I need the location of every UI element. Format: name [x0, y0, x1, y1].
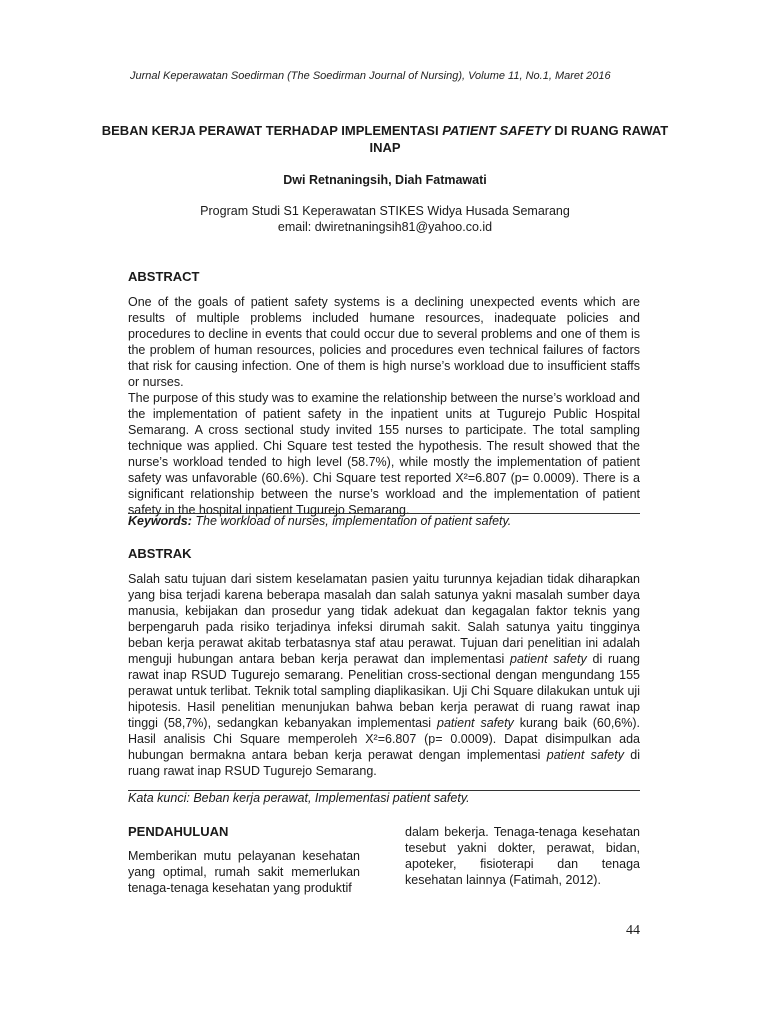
intro-left-text: Memberikan mutu pelayanan kesehatan yang optimal, rumah sakit memerlukan tenaga-tenaga kesehatan yang produktif — [128, 849, 360, 895]
intro-left-column — [128, 824, 360, 896]
affiliation-institution: Program Studi S1 Keperawatan STIKES Widya Husada Semarang — [200, 204, 570, 218]
journal-header: Jurnal Keperawatan Soedirman (The Soedirman Journal of Nursing), Volume 11, No.1, Maret 2016 — [130, 70, 611, 82]
paper-title — [100, 122, 670, 156]
affiliation — [100, 203, 670, 235]
abstrak-italic-3: patient safety — [546, 748, 624, 762]
title-part-2: DI RUANG RAWAT INAP — [369, 123, 669, 155]
affiliation-email: email: dwiretnaningsih81@yahoo.co.id — [277, 220, 493, 234]
abstrak-italic-2: patient safety — [437, 716, 514, 730]
abstrak-keywords: Kata kunci: Beban kerja perawat, Implementasi patient safety. — [128, 791, 470, 805]
title-part-1: BEBAN KERJA PERAWAT TERHADAP IMPLEMENTASI — [101, 123, 443, 138]
keywords-label: Keywords: — [128, 514, 192, 528]
abstrak-heading: ABSTRAK — [128, 546, 192, 561]
abstract-paragraph-2: The purpose of this study was to examine the relationship between the nurse’s workload and the implementation of patient safety in the inpatient units at Tugurejo Public Hospital Semarang. A cross sectional study invited 155 nurses to participate. The total sampling technique was applied. Chi Square test tested the hypothesis. The result showed that the nurse’s workload tended to high level (58.7%), while mostly the implementation of patient safety was unfavorable (60.6%). Chi Square test reported X²=6.807 (p= 0.0009). There is a significant relationship between the nurse’s workload and the implementation of patient safety in the hospital inpatient Tugurejo Semarang. — [128, 391, 640, 517]
keywords-text: The workload of nurses, implementation of patient safety. — [191, 514, 512, 528]
abstract-heading: ABSTRACT — [128, 269, 200, 284]
abstract-keywords — [128, 514, 640, 528]
abstrak-text-4: di ruang rawat inap RSUD Tugurejo Semarang. — [128, 748, 640, 778]
abstract-paragraph-1: One of the goals of patient safety systems is a declining unexpected events which are results of multiple problems included humane resources, inadequate policies and procedures to decline in events that could occur due to several problems and one of them is the problem of human resources, policies and procedures even technical failures of factors that risk for causing infection. One of them is high nurse’s workload due to insufficient staffs or nurses. — [128, 295, 640, 389]
abstrak-italic-1: patient safety — [510, 652, 587, 666]
intro-right-column — [405, 824, 640, 888]
abstrak-text-1: Salah satu tujuan dari sistem keselamatan pasien yaitu turunnya kejadian tidak diharapkan yang bisa terjadi karena beberapa masalah dan salah satunya yakni masalah sumber daya manusia, kebijakan dan prosedur yang tidak adekuat dan kegagalan faktor teknis yang berpengaruh pada risiko terjadinya infeksi dirumah sakit. Salah satunya yaitu tingginya beban kerja perawat akitab terbatasnya staf atau perawat. Tujuan dari penelitian ini adalah menguji hubungan antara beban kerja perawat dan implementasi — [128, 572, 640, 666]
title-italic: PATIENT SAFETY — [442, 123, 551, 138]
authors: Dwi Retnaningsih, Diah Fatmawati — [283, 173, 487, 187]
abstrak-body — [128, 571, 640, 779]
abstrak-text-3: kurang baik (60,6%). Hasil analisis Chi Square memperoleh X²=6.807 (p= 0.0009). Dapat disimpulkan ada hubungan bermakna antara beban kerja perawat dengan implementasi — [128, 716, 640, 762]
abstract-body — [128, 294, 640, 518]
page-number: 44 — [626, 923, 640, 938]
intro-heading: PENDAHULUAN — [128, 824, 229, 839]
abstrak-text-2: di ruang rawat inap RSUD Tugurejo semarang. Penelitian cross-sectional dengan mengundang 155 perawat untuk terlibat. Teknik total sampling diaplikasikan. Uji Chi Square dilakukan untuk uji hipotesis. Hasil penelitian menunjukan bahwa beban kerja perawat di ruang rawat inap tinggi (58,7%), sedangkan kebanyakan implementasi — [128, 652, 640, 730]
intro-right-text: dalam bekerja. Tenaga-tenaga kesehatan tesebut yakni dokter, perawat, bidan, apoteker, fisioterapi dan tenaga kesehatan lainnya (Fatimah, 2012). — [405, 825, 640, 887]
